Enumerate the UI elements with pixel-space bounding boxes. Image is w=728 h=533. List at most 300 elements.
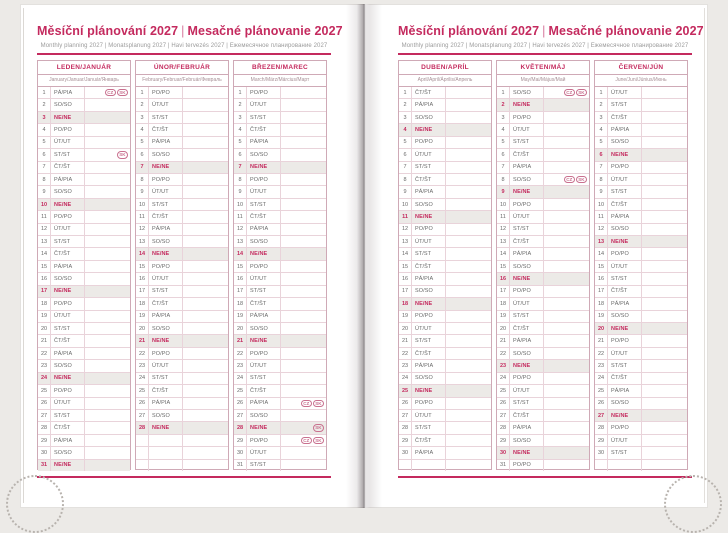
day-abbrev: PO/PO — [51, 298, 85, 309]
day-number: 26 — [234, 398, 247, 409]
notes-cell — [446, 224, 491, 235]
day-number: 6 — [234, 149, 247, 160]
notes-cell — [446, 236, 491, 247]
day-row — [38, 223, 130, 235]
day-row — [234, 260, 326, 272]
day-row — [595, 359, 687, 371]
day-number: 6 — [38, 149, 51, 160]
day-number: 4 — [497, 124, 510, 135]
day-row — [136, 111, 228, 123]
notes-cell — [642, 286, 687, 297]
day-abbrev: PÁ/PIA — [608, 211, 642, 222]
notes-cell — [85, 273, 130, 284]
notes-cell — [85, 124, 130, 135]
day-number: 23 — [497, 360, 510, 371]
notes-cell — [85, 286, 130, 297]
month-table-april — [398, 60, 492, 470]
day-number: 2 — [38, 99, 51, 110]
notes-cell — [544, 410, 589, 421]
day-row — [136, 235, 228, 247]
day-row — [497, 322, 589, 334]
day-abbrev: ÚT/UT — [51, 137, 85, 148]
day-number: 4 — [38, 124, 51, 135]
day-abbrev: PO/PO — [510, 286, 544, 297]
notes-cell — [642, 211, 687, 222]
day-abbrev: ÚT/UT — [51, 398, 85, 409]
day-number: 31 — [38, 460, 51, 471]
day-number: 27 — [595, 410, 608, 421]
day-abbrev: ÚT/UT — [51, 311, 85, 322]
day-row — [497, 347, 589, 359]
day-abbrev: PO/PO — [608, 162, 642, 173]
book-spine-gutter — [346, 4, 382, 508]
notes-cell — [281, 360, 326, 371]
day-row — [234, 409, 326, 421]
notes-cell — [446, 162, 491, 173]
notes-cell — [183, 447, 228, 458]
day-abbrev: NE/NE — [247, 335, 281, 346]
day-number: 29 — [399, 435, 412, 446]
notes-cell — [446, 199, 491, 210]
day-abbrev: NE/NE — [412, 298, 446, 309]
day-abbrev: SO/SO — [149, 410, 183, 421]
notes-cell — [544, 311, 589, 322]
day-row — [595, 161, 687, 173]
month-grid — [234, 87, 326, 471]
day-number — [595, 460, 608, 471]
notes-cell — [281, 186, 326, 197]
notes-cell — [642, 410, 687, 421]
day-number: 8 — [136, 174, 149, 185]
day-number: 29 — [234, 435, 247, 446]
notes-cell — [85, 311, 130, 322]
notes-cell — [281, 460, 326, 471]
day-abbrev: SO/SO — [608, 224, 642, 235]
day-row — [234, 446, 326, 458]
day-row — [497, 148, 589, 160]
day-row — [497, 87, 589, 98]
day-abbrev: ST/ST — [247, 112, 281, 123]
day-abbrev: PÁ/PIA — [149, 224, 183, 235]
notes-cell — [85, 186, 130, 197]
header-rule-right — [398, 53, 692, 55]
notes-cell — [446, 174, 491, 185]
day-row — [38, 384, 130, 396]
day-abbrev: SO/SO — [51, 447, 85, 458]
day-row — [595, 372, 687, 384]
notes-cell — [85, 211, 130, 222]
day-row — [497, 111, 589, 123]
notes-cell — [281, 211, 326, 222]
day-number: 13 — [234, 236, 247, 247]
notes-cell — [281, 410, 326, 421]
day-abbrev: NE/NE — [608, 323, 642, 334]
notes-cell — [281, 112, 326, 123]
day-abbrev: PÁ/PIA — [247, 224, 281, 235]
notes-cell — [85, 248, 130, 259]
notes-cell — [544, 186, 589, 197]
day-row — [595, 247, 687, 259]
notes-cell — [446, 137, 491, 148]
day-row — [595, 285, 687, 297]
day-row — [38, 260, 130, 272]
day-number: 6 — [595, 149, 608, 160]
notes-cell — [544, 323, 589, 334]
notes-cell — [446, 335, 491, 346]
month-table-february — [135, 60, 229, 470]
notes-cell — [183, 149, 228, 160]
day-row — [234, 185, 326, 197]
notes-cell — [642, 460, 687, 471]
day-abbrev: SO/SO — [510, 348, 544, 359]
day-number: 13 — [38, 236, 51, 247]
day-number: 22 — [38, 348, 51, 359]
day-number: 15 — [497, 261, 510, 272]
day-abbrev: SO/SO — [51, 360, 85, 371]
day-number: 19 — [38, 311, 51, 322]
notes-cell — [642, 435, 687, 446]
day-number: 9 — [38, 186, 51, 197]
day-abbrev: ČT/ŠT — [412, 87, 446, 98]
day-number: 13 — [136, 236, 149, 247]
notes-cell — [642, 398, 687, 409]
day-row — [595, 223, 687, 235]
day-abbrev: ÚT/UT — [412, 236, 446, 247]
day-abbrev: ST/ST — [510, 137, 544, 148]
day-number — [399, 460, 412, 471]
notes-cell — [544, 298, 589, 309]
day-row — [136, 285, 228, 297]
day-row — [234, 334, 326, 346]
day-number: 5 — [38, 137, 51, 148]
day-number: 11 — [497, 211, 510, 222]
day-number: 23 — [136, 360, 149, 371]
day-number: 30 — [234, 447, 247, 458]
day-number: 7 — [136, 162, 149, 173]
notes-cell — [446, 149, 491, 160]
notes-cell — [446, 261, 491, 272]
day-number: 15 — [136, 261, 149, 272]
day-abbrev: ST/ST — [412, 248, 446, 259]
day-number: 7 — [38, 162, 51, 173]
day-row — [497, 397, 589, 409]
notes-cell — [642, 373, 687, 384]
day-number: 22 — [595, 348, 608, 359]
day-row — [136, 347, 228, 359]
perforation-corner-right — [664, 475, 722, 533]
day-row — [234, 272, 326, 284]
day-number: 27 — [399, 410, 412, 421]
month-table-may — [496, 60, 590, 470]
month-subtitle: May/Mai/Május/Май — [497, 75, 589, 87]
day-abbrev: PÁ/PIA — [149, 398, 183, 409]
notes-cell — [446, 435, 491, 446]
day-number: 14 — [234, 248, 247, 259]
day-abbrev: NE/NE — [412, 385, 446, 396]
day-number: 12 — [38, 224, 51, 235]
day-row — [399, 421, 491, 433]
day-abbrev: ST/ST — [608, 273, 642, 284]
notes-cell — [281, 447, 326, 458]
day-row — [497, 434, 589, 446]
day-row — [595, 334, 687, 346]
notes-cell — [446, 447, 491, 458]
notes-cell — [446, 87, 491, 98]
notes-cell — [281, 385, 326, 396]
notes-cell — [85, 460, 130, 471]
notes-cell — [183, 99, 228, 110]
day-row — [399, 446, 491, 458]
notes-cell — [642, 348, 687, 359]
day-row — [595, 235, 687, 247]
notes-cell — [642, 162, 687, 173]
day-row — [497, 260, 589, 272]
notes-cell — [183, 137, 228, 148]
blank-row — [595, 459, 687, 471]
day-row — [497, 409, 589, 421]
day-row — [399, 310, 491, 322]
notes-cell — [446, 360, 491, 371]
day-row — [399, 322, 491, 334]
day-abbrev: ST/ST — [51, 323, 85, 334]
notes-cell — [281, 87, 326, 98]
day-row — [38, 136, 130, 148]
day-row — [399, 98, 491, 110]
day-abbrev: NE/NE — [51, 112, 85, 123]
header-rule-left — [37, 53, 331, 55]
day-number: 28 — [38, 422, 51, 433]
footer-rule-left — [37, 476, 331, 478]
day-abbrev: PÁ/PIA — [510, 335, 544, 346]
day-abbrev: ÚT/UT — [608, 174, 642, 185]
perforation-corner-left — [6, 475, 64, 533]
day-abbrev: ST/ST — [510, 224, 544, 235]
day-abbrev: ČT/ŠT — [412, 348, 446, 359]
day-number: 30 — [399, 447, 412, 458]
title-slovak: Mesačné plánovanie 2027 — [187, 24, 343, 38]
day-abbrev: NE/NE — [51, 199, 85, 210]
day-abbrev: PÁ/PIA — [412, 447, 446, 458]
day-row — [38, 297, 130, 309]
notes-cell — [183, 311, 228, 322]
notes-cell — [544, 447, 589, 458]
day-row — [234, 123, 326, 135]
day-row — [234, 310, 326, 322]
day-number: 22 — [136, 348, 149, 359]
day-row — [38, 123, 130, 135]
notes-cell — [281, 422, 326, 433]
day-number: 23 — [38, 360, 51, 371]
day-row — [234, 198, 326, 210]
day-number: 25 — [497, 385, 510, 396]
day-number: 12 — [497, 224, 510, 235]
day-abbrev: ST/ST — [247, 460, 281, 471]
day-row — [595, 434, 687, 446]
day-abbrev — [608, 460, 642, 471]
day-row — [497, 297, 589, 309]
day-number: 20 — [136, 323, 149, 334]
day-number: 12 — [399, 224, 412, 235]
day-number: 13 — [595, 236, 608, 247]
month-title: ÚNOR/FEBRUÁR — [136, 61, 228, 75]
day-number: 13 — [399, 236, 412, 247]
day-number: 20 — [38, 323, 51, 334]
day-row — [234, 434, 326, 446]
notes-cell — [544, 348, 589, 359]
day-row — [38, 185, 130, 197]
day-row — [38, 111, 130, 123]
day-row — [399, 87, 491, 98]
day-number: 19 — [497, 311, 510, 322]
day-row — [136, 384, 228, 396]
day-row — [136, 161, 228, 173]
notes-cell — [544, 162, 589, 173]
day-number: 15 — [399, 261, 412, 272]
day-abbrev: SO/SO — [608, 137, 642, 148]
notes-cell — [85, 447, 130, 458]
day-row — [595, 322, 687, 334]
day-row — [595, 136, 687, 148]
notes-cell — [183, 199, 228, 210]
day-row — [136, 185, 228, 197]
day-number: 17 — [136, 286, 149, 297]
day-number: 19 — [595, 311, 608, 322]
day-number: 23 — [399, 360, 412, 371]
day-row — [234, 111, 326, 123]
notes-cell — [85, 174, 130, 185]
day-abbrev: SO/SO — [412, 373, 446, 384]
day-number: 1 — [234, 87, 247, 98]
day-number: 15 — [38, 261, 51, 272]
notes-cell — [446, 112, 491, 123]
day-number: 11 — [38, 211, 51, 222]
day-row — [234, 210, 326, 222]
day-number: 21 — [38, 335, 51, 346]
notes-cell — [183, 87, 228, 98]
day-abbrev — [412, 460, 446, 471]
day-number: 10 — [497, 199, 510, 210]
day-number: 9 — [136, 186, 149, 197]
day-abbrev: PÁ/PIA — [412, 360, 446, 371]
day-abbrev: ST/ST — [51, 149, 85, 160]
notes-cell — [446, 286, 491, 297]
day-row — [595, 87, 687, 98]
title-czech: Měsíční plánování 2027 — [37, 24, 179, 38]
notes-cell — [281, 373, 326, 384]
day-number: 19 — [399, 311, 412, 322]
day-number: 11 — [399, 211, 412, 222]
day-number: 25 — [136, 385, 149, 396]
day-number: 27 — [136, 410, 149, 421]
day-abbrev: NE/NE — [412, 211, 446, 222]
day-row — [399, 272, 491, 284]
day-abbrev: PO/PO — [247, 435, 281, 446]
day-row — [497, 185, 589, 197]
day-abbrev: ÚT/UT — [412, 410, 446, 421]
notes-cell — [85, 87, 130, 98]
day-abbrev: ÚT/UT — [608, 348, 642, 359]
day-abbrev: PÁ/PIA — [412, 186, 446, 197]
day-abbrev: ÚT/UT — [149, 99, 183, 110]
notes-cell — [446, 460, 491, 471]
day-number: 2 — [399, 99, 412, 110]
month-title: LEDEN/JANUÁR — [38, 61, 130, 75]
day-abbrev: ÚT/UT — [247, 360, 281, 371]
day-number: 14 — [595, 248, 608, 259]
day-number: 11 — [234, 211, 247, 222]
day-abbrev: PÁ/PIA — [608, 124, 642, 135]
day-number: 18 — [136, 298, 149, 309]
day-abbrev: PO/PO — [412, 311, 446, 322]
notes-cell — [183, 435, 228, 446]
notes-cell — [544, 261, 589, 272]
day-row — [38, 322, 130, 334]
day-row — [38, 459, 130, 471]
notes-cell — [642, 186, 687, 197]
title-separator: | — [181, 24, 185, 38]
notes-cell — [446, 273, 491, 284]
notes-cell — [642, 124, 687, 135]
day-abbrev: ÚT/UT — [247, 99, 281, 110]
day-row — [136, 260, 228, 272]
day-number: 26 — [38, 398, 51, 409]
day-row — [234, 297, 326, 309]
day-abbrev: ST/ST — [510, 311, 544, 322]
day-number: 18 — [497, 298, 510, 309]
notes-cell — [642, 236, 687, 247]
day-abbrev: PO/PO — [247, 348, 281, 359]
day-number: 31 — [497, 460, 510, 471]
day-number: 16 — [497, 273, 510, 284]
day-number: 9 — [234, 186, 247, 197]
day-row — [497, 446, 589, 458]
day-row — [38, 334, 130, 346]
day-number: 7 — [399, 162, 412, 173]
day-number: 17 — [497, 286, 510, 297]
day-number: 16 — [136, 273, 149, 284]
notes-cell — [642, 273, 687, 284]
day-row — [38, 359, 130, 371]
notes-cell — [544, 422, 589, 433]
day-abbrev: SO/SO — [149, 236, 183, 247]
day-row — [399, 359, 491, 371]
day-row — [136, 198, 228, 210]
day-abbrev — [149, 460, 183, 471]
day-row — [399, 198, 491, 210]
notes-cell — [642, 311, 687, 322]
day-row — [497, 223, 589, 235]
day-row — [399, 297, 491, 309]
day-abbrev: PÁ/PIA — [510, 422, 544, 433]
day-abbrev: NE/NE — [247, 422, 281, 433]
day-number: 17 — [399, 286, 412, 297]
day-number: 29 — [38, 435, 51, 446]
day-row — [497, 272, 589, 284]
day-abbrev: NE/NE — [412, 124, 446, 135]
notes-cell — [183, 286, 228, 297]
notes-cell — [85, 149, 130, 160]
notes-cell — [642, 87, 687, 98]
day-row — [399, 111, 491, 123]
day-number: 8 — [234, 174, 247, 185]
notes-cell — [446, 422, 491, 433]
notes-cell — [544, 99, 589, 110]
day-abbrev: ČT/ŠT — [51, 335, 85, 346]
day-row — [234, 459, 326, 471]
holiday-badge-sk-icon: SK — [576, 176, 587, 183]
day-row — [38, 310, 130, 322]
day-number: 2 — [136, 99, 149, 110]
